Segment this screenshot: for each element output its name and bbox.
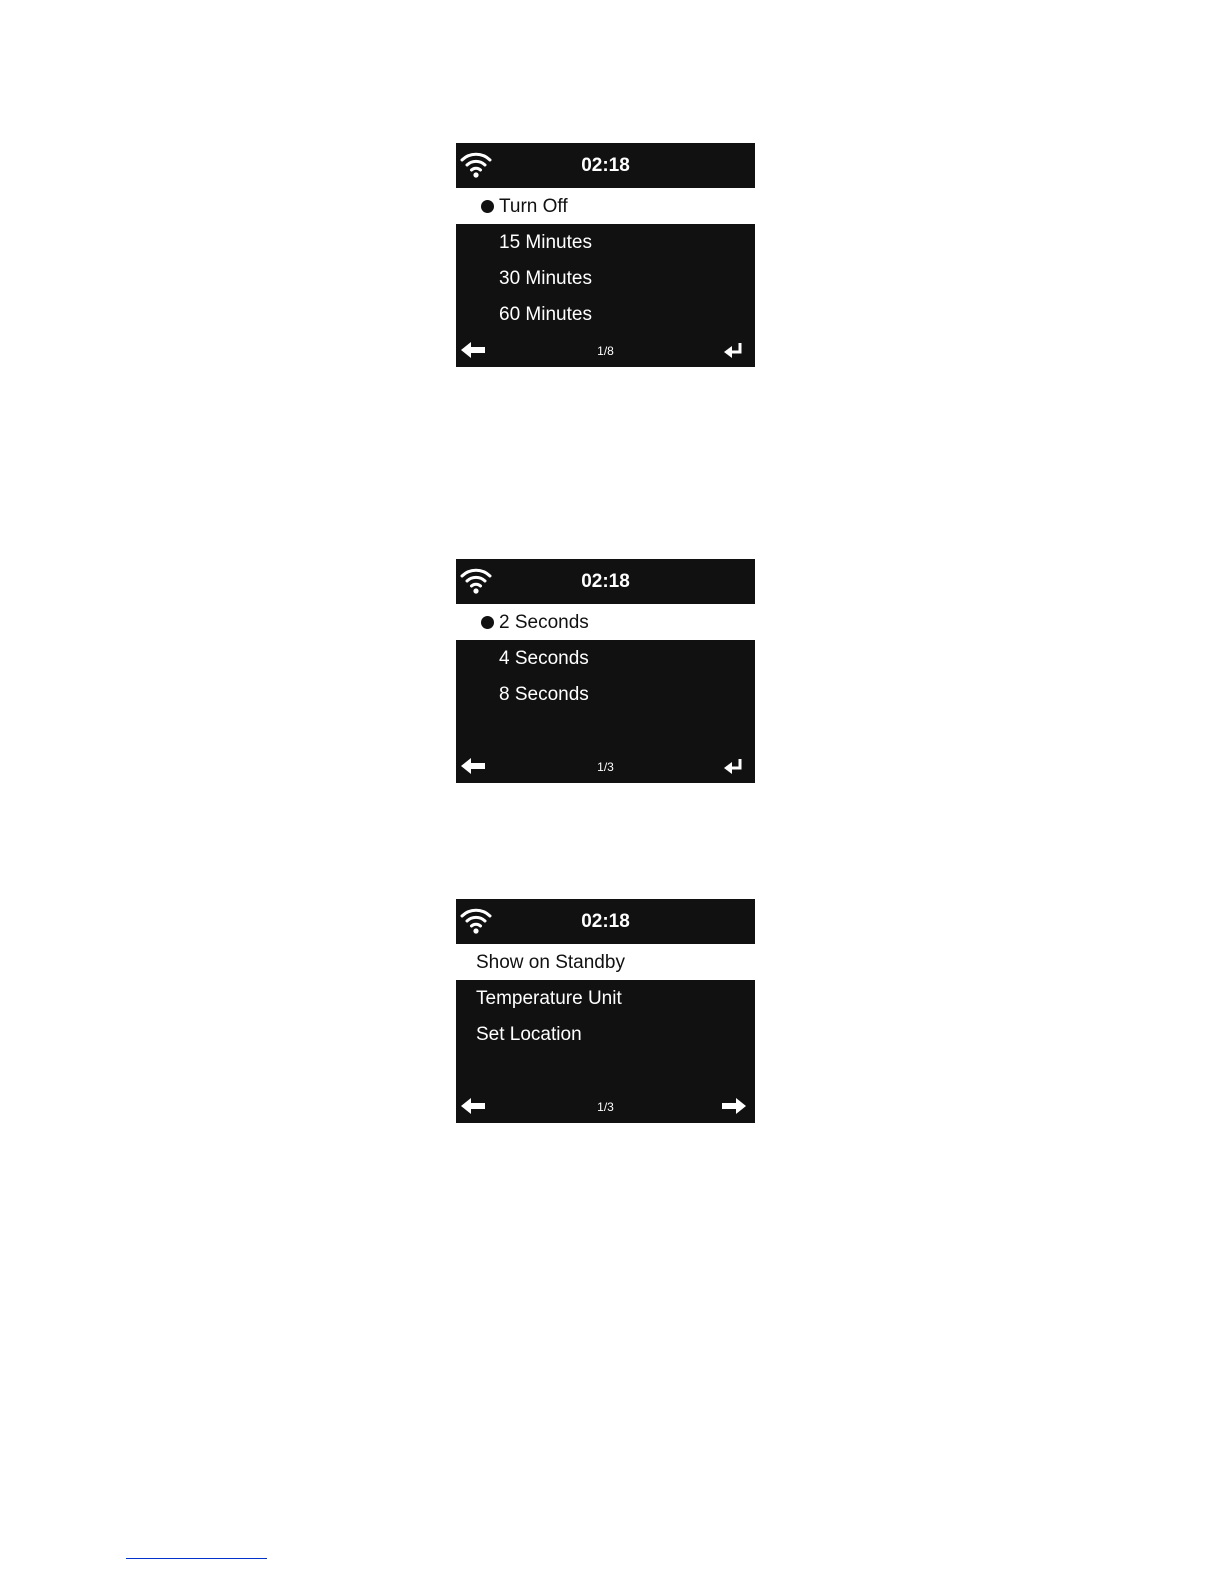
device-screen-weather [456, 899, 755, 1123]
radio-selected-icon [481, 616, 494, 629]
clock: 02:18 [581, 155, 630, 176]
menu-item-label: 8 Seconds [499, 684, 589, 705]
enter-icon[interactable] [721, 756, 747, 776]
menu-item-label: 60 Minutes [499, 304, 592, 325]
menu-item-label: 2 Seconds [499, 612, 589, 633]
menu-item-label: Set Location [476, 1024, 582, 1045]
menu-item-turn-off[interactable] [456, 188, 755, 224]
menu-item-2-seconds[interactable] [456, 604, 755, 640]
device-screen-sleep-timer [456, 143, 755, 367]
status-bar [456, 899, 755, 944]
menu-list [456, 944, 755, 1052]
footer-link-underline[interactable] [126, 1558, 267, 1559]
radio-selected-icon [481, 200, 494, 213]
status-bar [456, 559, 755, 604]
menu-item-label: Temperature Unit [476, 988, 622, 1009]
menu-item-4-seconds[interactable] [456, 640, 755, 676]
footer-bar [456, 335, 755, 367]
menu-item-15-minutes[interactable] [456, 224, 755, 260]
menu-list [456, 604, 755, 712]
menu-list [456, 188, 755, 332]
menu-item-label: Show on Standby [476, 952, 625, 973]
menu-item-show-on-standby[interactable] [456, 944, 755, 980]
footer-bar [456, 1091, 755, 1123]
forward-arrow-icon[interactable] [721, 1096, 747, 1116]
clock: 02:18 [581, 911, 630, 932]
page-indicator: 1/3 [597, 760, 614, 774]
menu-item-set-location[interactable] [456, 1016, 755, 1052]
footer-bar [456, 751, 755, 783]
device-screen-seconds [456, 559, 755, 783]
menu-item-8-seconds[interactable] [456, 676, 755, 712]
menu-item-60-minutes[interactable] [456, 296, 755, 332]
menu-item-30-minutes[interactable] [456, 260, 755, 296]
page-indicator: 1/8 [597, 344, 614, 358]
clock: 02:18 [581, 571, 630, 592]
menu-item-label: 15 Minutes [499, 232, 592, 253]
menu-item-temperature-unit[interactable] [456, 980, 755, 1016]
menu-item-label: Turn Off [499, 196, 568, 217]
menu-item-label: 4 Seconds [499, 648, 589, 669]
enter-icon[interactable] [721, 340, 747, 360]
menu-item-label: 30 Minutes [499, 268, 592, 289]
page-indicator: 1/3 [597, 1100, 614, 1114]
status-bar [456, 143, 755, 188]
